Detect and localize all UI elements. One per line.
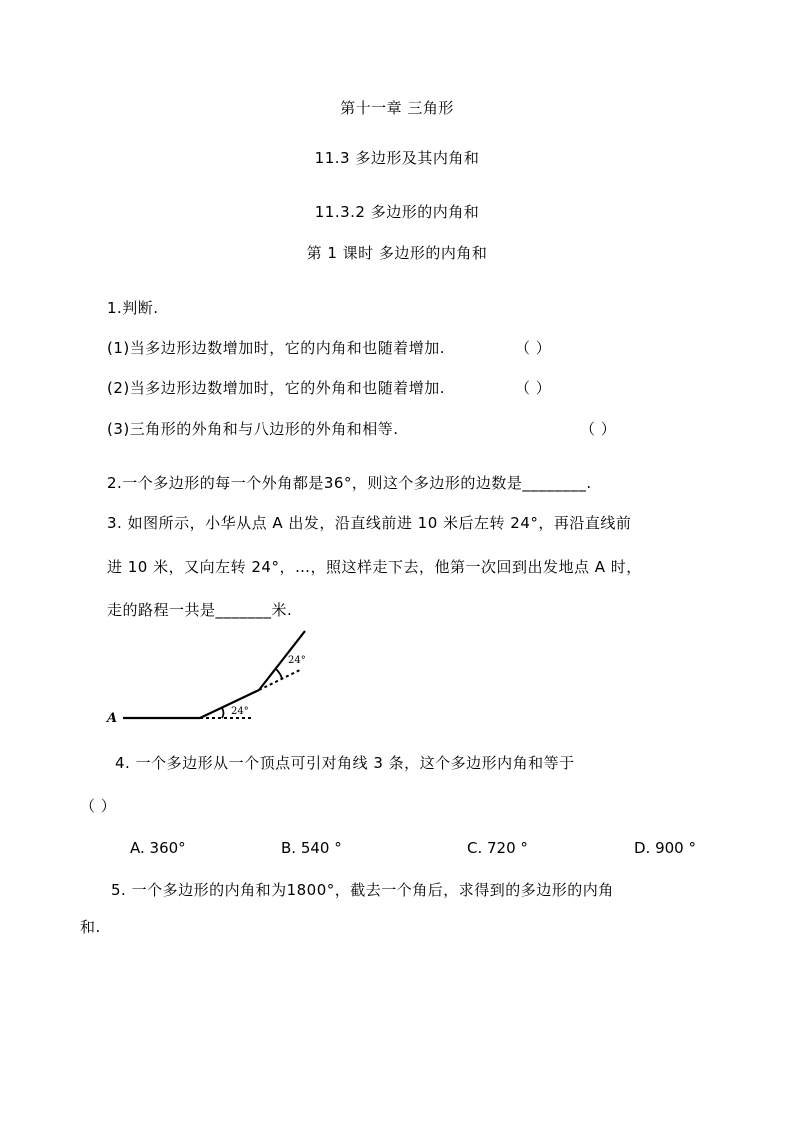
question-1-item-1-blank: （ ） [515,339,552,357]
question-4-line-1: 4. 一个多边形从一个顶点可引对角线 3 条，这个多边形内角和等于 [115,754,575,772]
option-c: C. 720 ° [467,839,528,857]
lesson-title: 第 1 课时 多边形的内角和 [306,244,488,262]
question-3-line-3: 走的路程一共是_______米. [107,601,293,619]
question-1-item-2: (2)当多边形边数增加时，它的外角和也随着增加. [107,379,446,397]
angle-label-1: 24° [231,706,249,717]
question-1-item-2-blank: （ ） [515,379,552,397]
question-3-line-2: 进 10 米，又向左转 24°，…，照这样走下去，他第一次回到出发地点 A 时， [107,558,642,576]
path-figure [100,625,320,730]
chapter-title: 第十一章 三角形 [340,99,454,117]
point-a-label: A [107,711,118,726]
question-5-line-2: 和. [80,918,101,936]
walking-path [123,631,305,718]
question-2: 2.一个多边形的每一个外角都是36°，则这个多边形的边数是________. [107,474,592,492]
option-b: B. 540 ° [281,839,342,857]
question-1-item-3-blank: （ ） [580,420,617,438]
question-1-item-3: (3)三角形的外角和与八边形的外角和相等. [107,420,399,438]
question-5-line-1: 5. 一个多边形的内角和为1800°，截去一个角后，求得到的多边形的内角 [111,881,614,899]
section-title: 11.3 多边形及其内角和 [314,149,480,167]
option-a: A. 360° [130,839,186,857]
question-1-item-1: (1)当多边形边数增加时，它的内角和也随着增加. [107,339,446,357]
question-4-line-2: （ ） [80,797,117,815]
angle-label-2: 24° [288,655,306,666]
subsection-title: 11.3.2 多边形的内角和 [314,203,480,221]
question-1-title: 1.判断. [107,299,159,317]
question-3-line-1: 3. 如图所示，小华从点 A 出发，沿直线前进 10 米后左转 24°，再沿直线前 [107,514,632,532]
option-d: D. 900 ° [634,839,696,857]
